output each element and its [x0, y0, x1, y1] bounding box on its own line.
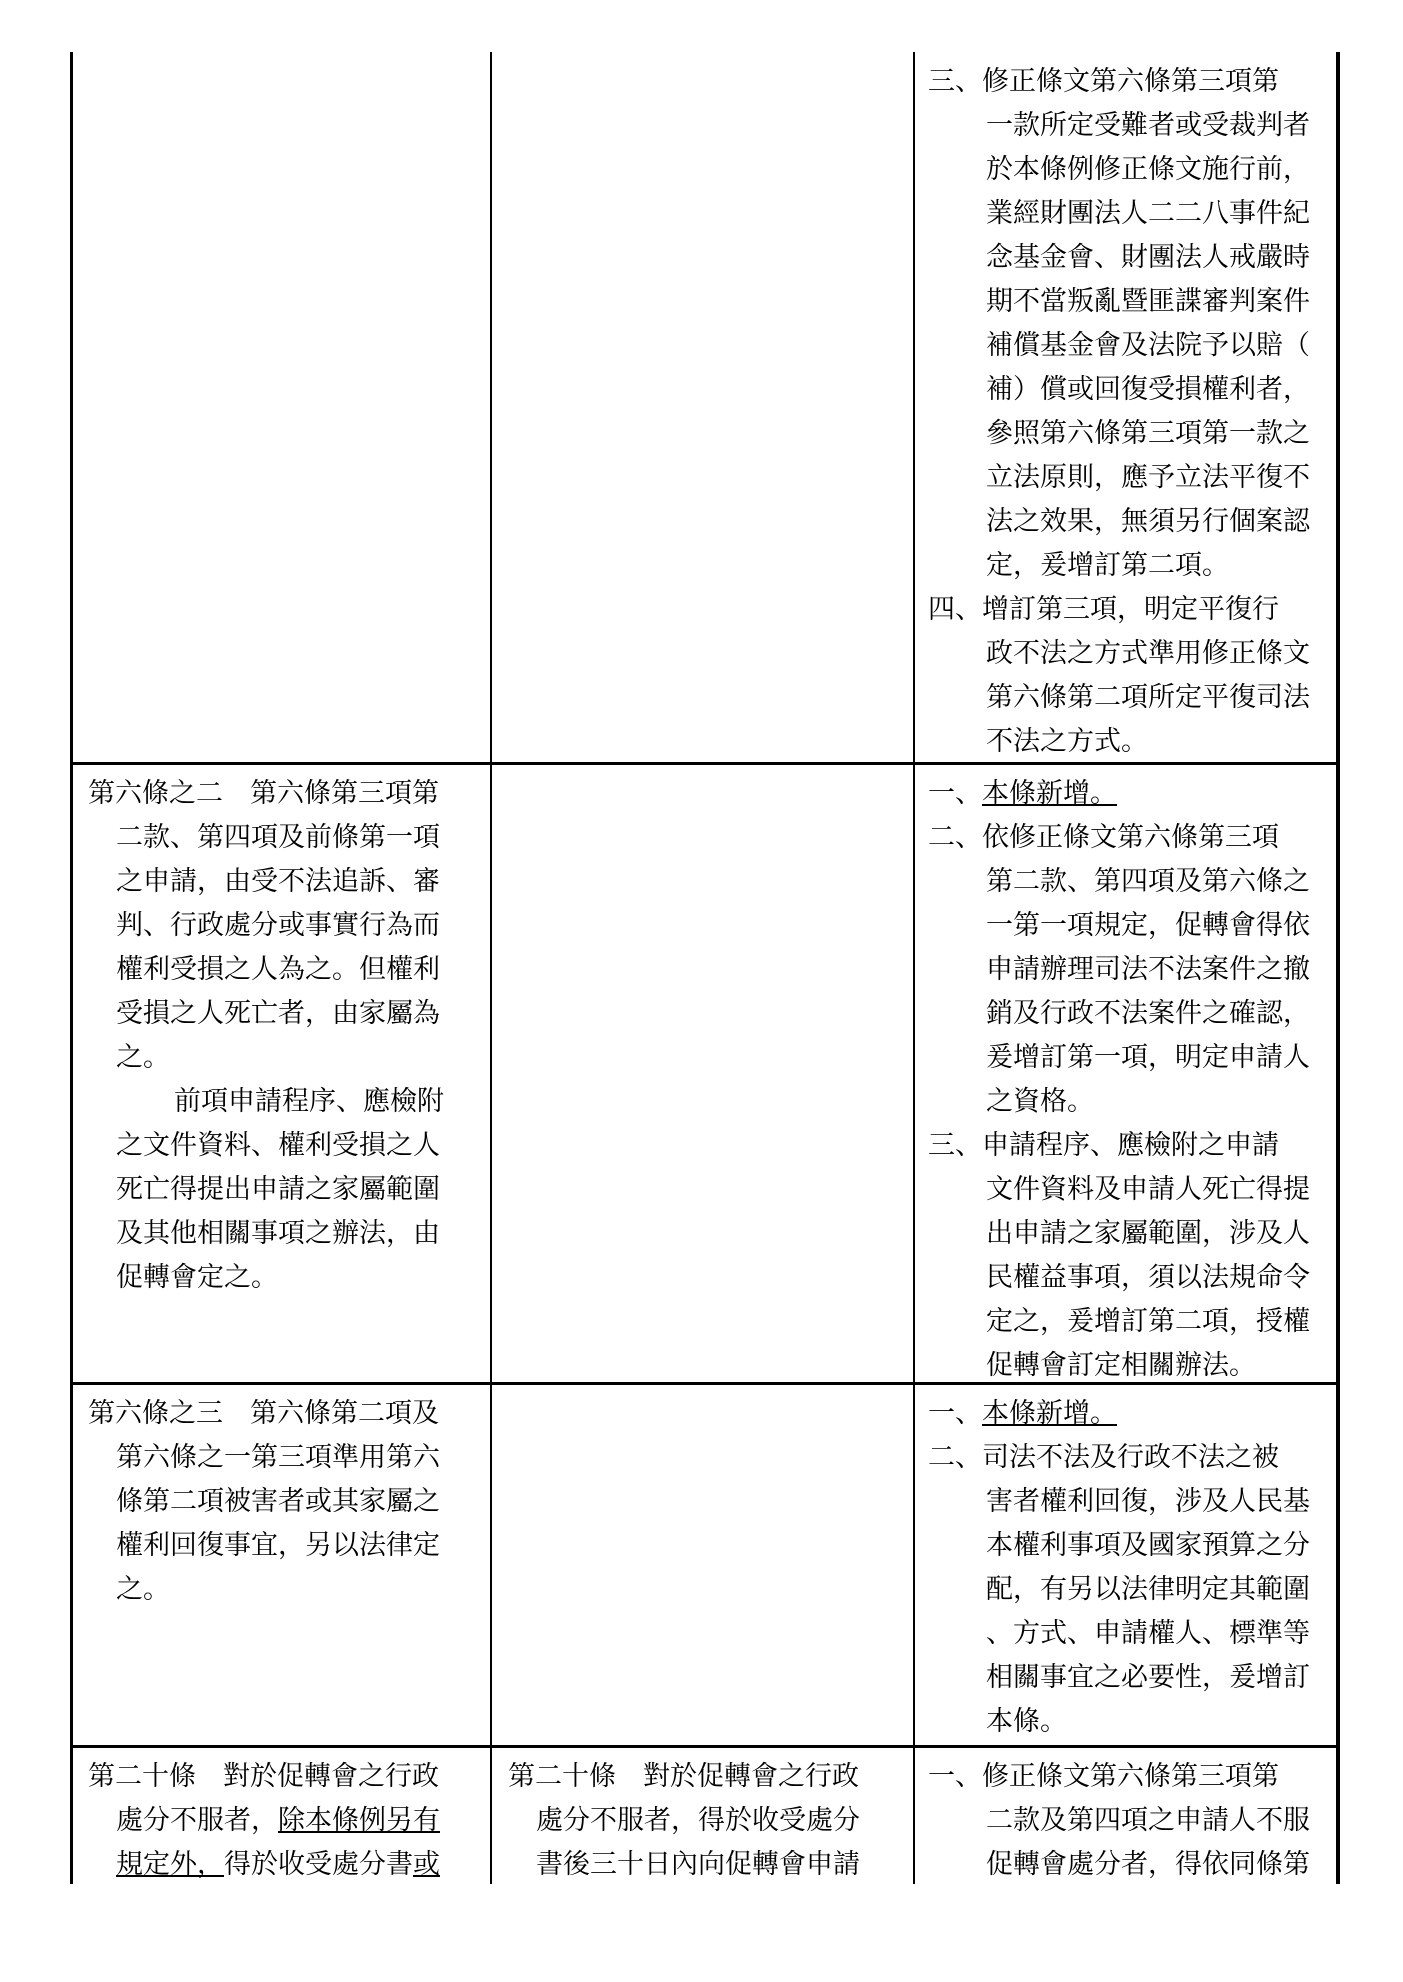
column-divider-1 [490, 52, 492, 1884]
amended-wording: 規定外， [116, 1849, 224, 1880]
article-text: 第二十條 對於促轉會之行政 處分不服者，除本條例另有 規定外，得於收受處分書或 [88, 1761, 440, 1880]
row2-explanation-cell [928, 772, 1328, 1388]
row3-explanation-cell [928, 1392, 1328, 1744]
table-border-left [70, 52, 73, 1884]
explanation-item: 一、修正條文第六條第三項第 二款及第四項之申請人不服 促轉會處分者，得依同條第 [928, 1761, 1310, 1880]
explanation-item: 四、增訂第三項，明定平復行 政不法之方式準用修正條文 第六條第二項所定平復司法 不法之方式。 [928, 594, 1310, 757]
row1-explanation-cell [928, 60, 1328, 764]
row2-amended-text-cell [88, 772, 478, 1300]
amended-wording: 或 [413, 1849, 440, 1880]
article-text: 第六條之三 第六條第二項及 第六條之一第三項準用第六 條第二項被害者或其家屬之 權利回復事宜，另以法律定 之。 [88, 1398, 440, 1605]
article-text: 第二十條 對於促轉會之行政 處分不服者，得於收受處分 書後三十日內向促轉會申請 [508, 1761, 860, 1880]
article-text-line: 規定外，得於收受處分書或 [116, 1849, 440, 1880]
row4-current-text-cell [508, 1755, 903, 1887]
explanation-item: 一、本條新增。 [928, 778, 1117, 809]
amended-wording: 除本條例另有 [278, 1805, 440, 1836]
explanation-item: 一、本條新增。 [928, 1398, 1117, 1429]
comparison-table [70, 52, 1340, 1884]
article-text-line: 處分不服者，除本條例另有 [116, 1805, 440, 1836]
row4-explanation-cell [928, 1755, 1328, 1887]
article-text: 第六條之二 第六條第三項第 二款、第四項及前條第一項 之申請，由受不法追訴、審 判、行政處分或事實行為而 權利受損之人為之。但權利 受損之人死亡者，由家屬為 之。 [88, 778, 440, 1073]
explanation-item: 三、申請程序、應檢附之申請 文件資料及申請人死亡得提 出申請之家屬範圍，涉及人 民權益事項，須以法規命令 定之，爰增訂第二項，授權 促轉會訂定相關辦法。 [928, 1130, 1310, 1381]
article-paragraph: 前項申請程序、應檢附 之文件資料、權利受損之人 死亡得提出申請之家屬範圍 及其他相關事項之辦法，由 促轉會定之。 [116, 1086, 444, 1293]
row-divider-3 [70, 1745, 1340, 1748]
explanation-item: 二、依修正條文第六條第三項 第二款、第四項及第六條之 一第一項規定，促轉會得依 申請辦理司法不法案件之撤 銷及行政不法案件之確認， 爰增訂第一項，明定申請人 之資格。 [928, 822, 1310, 1117]
explanation-item: 二、司法不法及行政不法之被 害者權利回復，涉及人民基 本權利事項及國家預算之分 配，有另以法律明定其範圍 、方式、申請權人、標準等 相關事宜之必要性，爰增訂 本條。 [928, 1442, 1310, 1737]
explanation-item: 三、修正條文第六條第三項第 一款所定受難者或受裁判者 於本條例修正條文施行前， 業經財團法人二二八事件紀 念基金會、財團法人戒嚴時 期不當叛亂暨匪諜審判案件 補償基金會及法院予以賠（ 補）償或回復受損權利者， 參照第六條第三項第一款之 立法原則，應予立法平復不 法之效果，無須另行個案認 定，爰增訂第二項。 [928, 66, 1310, 581]
row3-amended-text-cell [88, 1392, 478, 1612]
column-divider-2 [913, 52, 915, 1884]
row4-amended-text-cell [88, 1755, 478, 1887]
table-border-right [1336, 52, 1340, 1884]
